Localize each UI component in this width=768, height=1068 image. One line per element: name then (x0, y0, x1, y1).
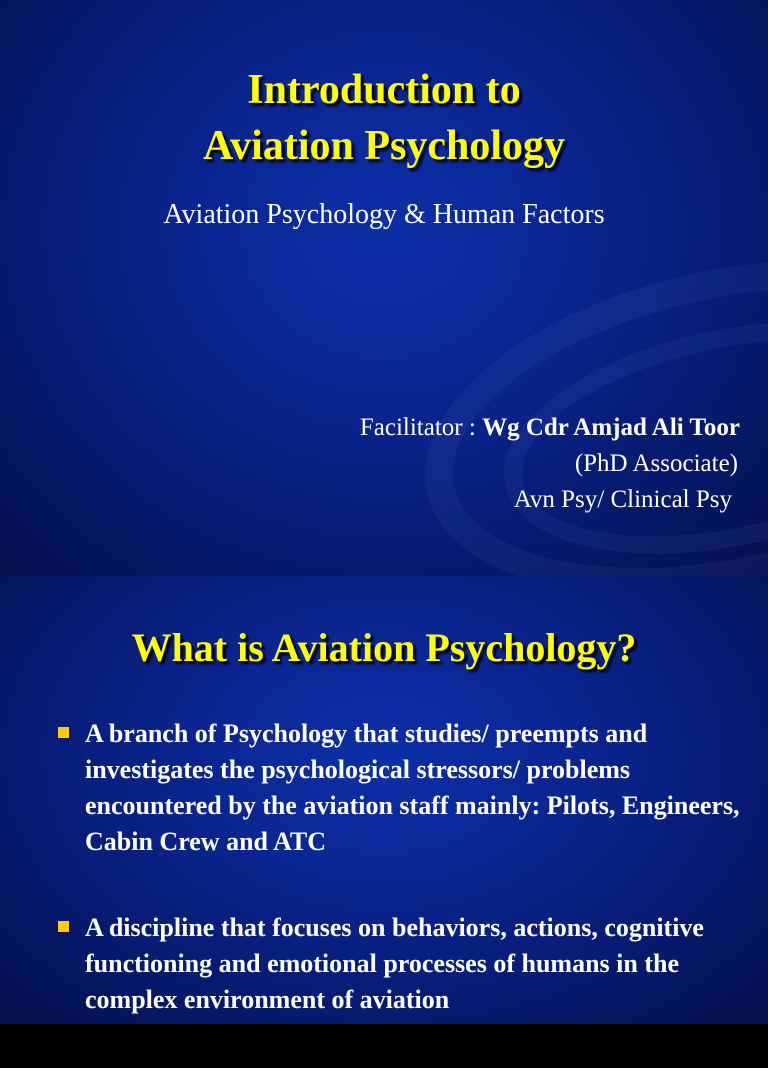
facilitator-label: Facilitator : (359, 414, 483, 441)
facilitator-credential: (PhD Associate) (574, 450, 738, 477)
bullet-list (56, 716, 746, 1068)
bullet-text: A discipline that focuses on behaviors, actions, cognitive functioning and emotional processes of humans in the complex environment of aviation (85, 913, 704, 1014)
slide-subtitle: Aviation Psychology & Human Factors (163, 199, 605, 230)
square-bullet-icon (58, 921, 69, 932)
slide-title (0, 62, 768, 174)
bullet-item (56, 716, 746, 860)
bullet-text: A branch of Psychology that studies/ preempts and investigates the psychological stressors/ problems encountered by the aviation staff mainly: Pilots, Engineers, Cabin Crew and ATC (85, 719, 740, 856)
content-slide-title: What is Aviation Psychology? (131, 625, 637, 670)
title-line-1: Introduction to (247, 67, 521, 113)
facilitator-name: Wg Cdr Amjad Ali Toor (482, 414, 740, 441)
facilitator-block (360, 410, 740, 518)
bullet-item (56, 910, 746, 1018)
title-line-2: Aviation Psychology (202, 123, 566, 169)
square-bullet-icon (58, 727, 69, 738)
facilitator-line (360, 410, 740, 446)
facilitator-role: Avn Psy/ Clinical Psy (513, 486, 732, 513)
